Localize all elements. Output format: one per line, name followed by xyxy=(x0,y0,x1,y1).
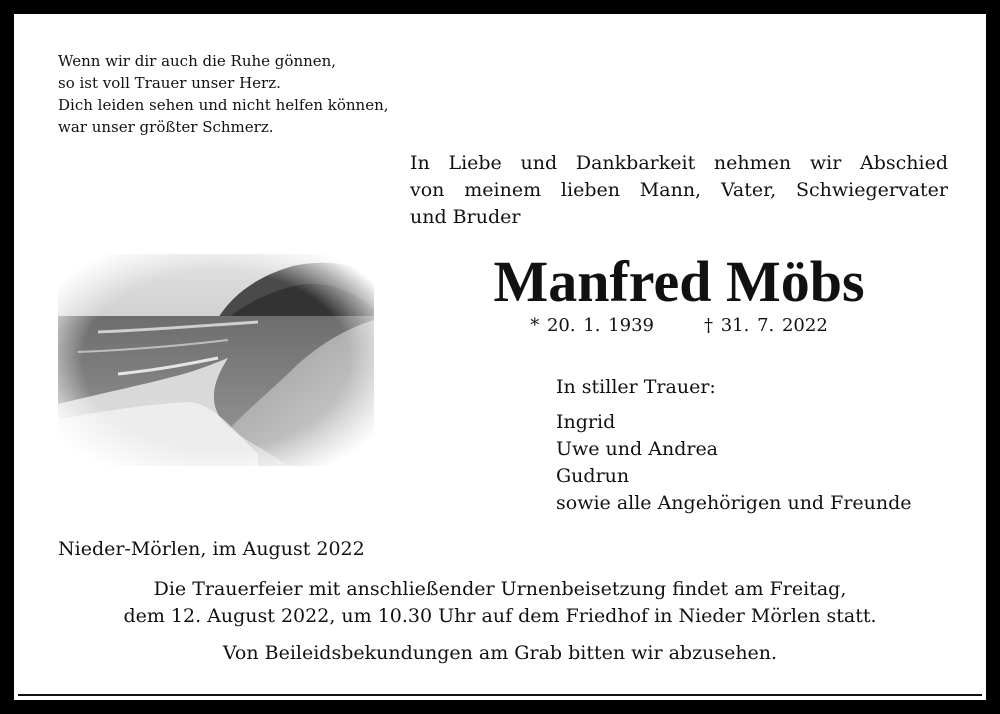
farewell-line: In Liebe und Dankbarkeit nehmen wir Abschied xyxy=(410,152,948,174)
farewell-line: von meinem lieben Mann, Vater, Schwiegervater xyxy=(410,179,948,201)
place-and-date: Nieder-Mörlen, im August 2022 xyxy=(58,538,365,560)
life-dates xyxy=(410,314,948,338)
mourner-name: Uwe und Andrea xyxy=(556,438,719,460)
mourners-heading: In stiller Trauer: xyxy=(556,376,716,398)
ceremony-line: Die Trauerfeier mit anschließender Urnenbeisetzung findet am Freitag, xyxy=(153,578,847,600)
mourner-name: Gudrun xyxy=(556,465,630,487)
farewell-line: und Bruder xyxy=(410,206,521,228)
beach-photo xyxy=(58,254,374,466)
death-date: † 31. 7. 2022 xyxy=(704,315,828,336)
beach-with-waves-and-cliff-image xyxy=(58,254,374,466)
mourner-name: Ingrid xyxy=(556,411,616,433)
obituary-card xyxy=(14,14,986,700)
poem-line: Wenn wir dir auch die Ruhe gönnen, xyxy=(58,52,337,70)
ceremony-info xyxy=(36,576,964,630)
birth-date: * 20. 1. 1939 xyxy=(530,315,654,336)
poem-line: Dich leiden sehen und nicht helfen können, xyxy=(58,96,389,114)
mourner-name: sowie alle Angehörigen und Freunde xyxy=(556,492,912,514)
poem-line: so ist voll Trauer unser Herz. xyxy=(58,74,281,92)
poem-line: war unser größter Schmerz. xyxy=(58,118,274,136)
deceased-name: Manfred Möbs xyxy=(493,249,865,314)
poem xyxy=(58,50,389,138)
obituary-frame xyxy=(18,18,982,696)
farewell-text xyxy=(410,150,948,231)
mourners-block xyxy=(556,374,912,517)
condolence-note: Von Beileidsbekundungen am Grab bitten wir abzusehen. xyxy=(222,642,778,664)
ceremony-line: dem 12. August 2022, um 10.30 Uhr auf dem Friedhof in Nieder Mörlen statt. xyxy=(123,605,877,627)
